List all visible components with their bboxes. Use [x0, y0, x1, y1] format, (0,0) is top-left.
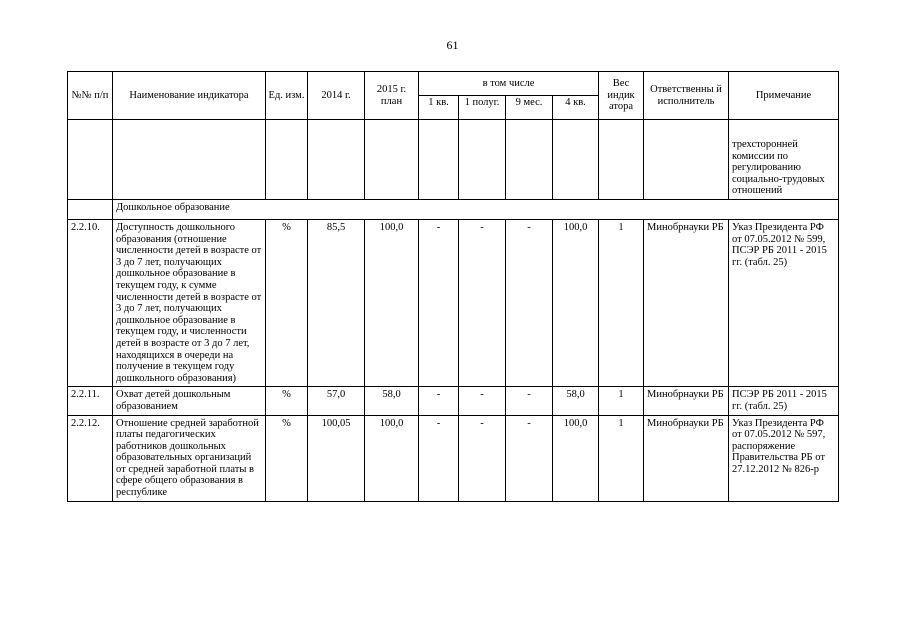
value-2014: 57,0	[308, 387, 365, 415]
row-number: 2.2.11.	[68, 387, 113, 415]
value-half: -	[459, 387, 506, 415]
header-9m: 9 мес.	[506, 96, 553, 120]
value-half: -	[459, 220, 506, 387]
value-9m: -	[506, 387, 553, 415]
indicators-table	[67, 71, 839, 502]
header-half: 1 полуг.	[459, 96, 506, 120]
value-2015: 100,0	[365, 415, 419, 501]
note-cell: Указ Президента РФ от 07.05.2012 № 597, распоряжение Правительства РБ от 27.12.2012 № 826-р	[729, 415, 839, 501]
header-q1: 1 кв.	[419, 96, 459, 120]
table-row	[68, 387, 839, 415]
weight-cell: 1	[599, 387, 644, 415]
value-q1: -	[419, 387, 459, 415]
value-9m: -	[506, 415, 553, 501]
header-including: в том числе	[419, 72, 599, 96]
value-q1: -	[419, 220, 459, 387]
weight-cell: 1	[599, 220, 644, 387]
row-number: 2.2.12.	[68, 415, 113, 501]
header-row	[68, 72, 839, 96]
unit-cell: %	[266, 220, 308, 387]
header-q4: 4 кв.	[553, 96, 599, 120]
value-2014: 100,05	[308, 415, 365, 501]
value-2015: 58,0	[365, 387, 419, 415]
header-2015: 2015 г. план	[365, 72, 419, 120]
header-weight: Вес индик атора	[599, 72, 644, 120]
value-q4: 58,0	[553, 387, 599, 415]
table-row	[68, 415, 839, 501]
header-responsible: Ответственны й исполнитель	[644, 72, 729, 120]
header-note: Примечание	[729, 72, 839, 120]
unit-cell: %	[266, 415, 308, 501]
indicator-name: Отношение средней заработной платы педагогических работников дошкольных образовательных организаций от средней заработной платы в сфере общего образования в республике	[113, 415, 266, 501]
unit-cell: %	[266, 387, 308, 415]
value-9m: -	[506, 220, 553, 387]
header-name: Наименование индикатора	[113, 72, 266, 120]
header-unit: Ед. изм.	[266, 72, 308, 120]
value-half: -	[459, 415, 506, 501]
value-q4: 100,0	[553, 415, 599, 501]
responsible-cell: Минобрнауки РБ	[644, 220, 729, 387]
value-q4: 100,0	[553, 220, 599, 387]
responsible-cell: Минобрнауки РБ	[644, 387, 729, 415]
table-row	[68, 220, 839, 387]
value-q1: -	[419, 415, 459, 501]
indicator-name: Охват детей дошкольным образованием	[113, 387, 266, 415]
page-number: 61	[446, 38, 459, 52]
indicator-name: Доступность дошкольного образования (отношение численности детей в возрасте от 3 до 7 лет, получающих дошкольное образование в текущем году, к сумме численности детей в возрасте от 3 до 7 лет, получающих дошкольное образование в текущем году, и численности детей в возрасте от 3 до 7 лет, находящихся в очереди на получение в текущем году дошкольного образования)	[113, 220, 266, 387]
responsible-cell: Минобрнауки РБ	[644, 415, 729, 501]
row-number: 2.2.10.	[68, 220, 113, 387]
value-2015: 100,0	[365, 220, 419, 387]
section-title: Дошкольное образование	[113, 200, 839, 220]
header-num: №№ п/п	[68, 72, 113, 120]
section-row	[68, 200, 839, 220]
weight-cell: 1	[599, 415, 644, 501]
note-cell: ПСЭР РБ 2011 - 2015 гг. (табл. 25)	[729, 387, 839, 415]
table-row-continued	[68, 120, 839, 200]
note-cell: Указ Президента РФ от 07.05.2012 № 599, ПСЭР РБ 2011 - 2015 гг. (табл. 25)	[729, 220, 839, 387]
continued-note: трехсторонней комиссии по регулированию социально-трудовых отношений	[729, 120, 839, 200]
header-2014: 2014 г.	[308, 72, 365, 120]
value-2014: 85,5	[308, 220, 365, 387]
